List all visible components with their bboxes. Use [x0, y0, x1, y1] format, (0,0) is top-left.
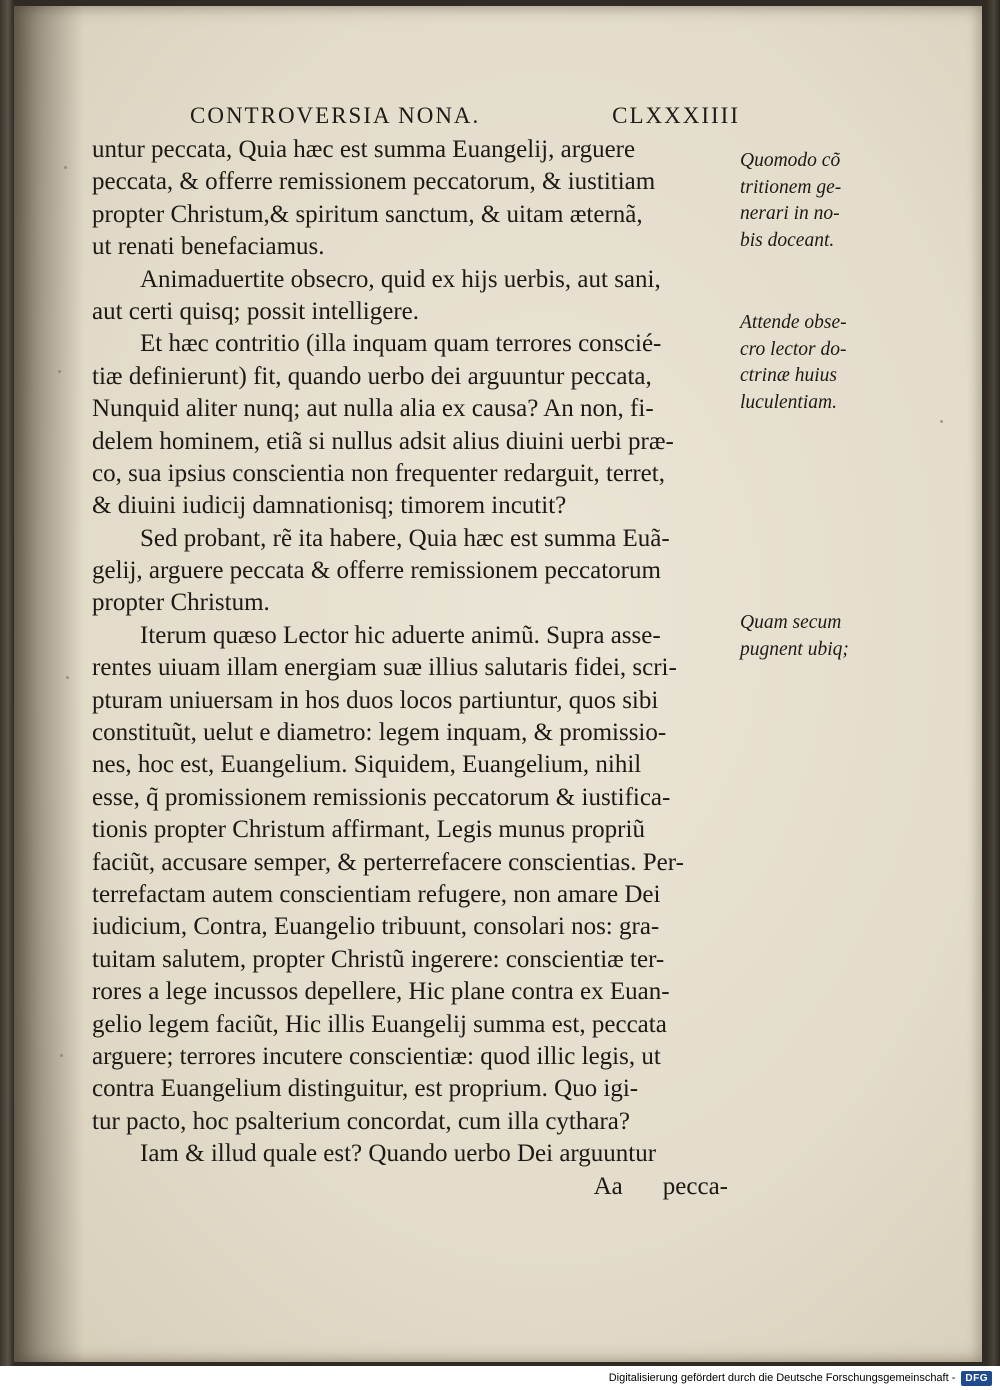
- paper-speck: [64, 166, 67, 169]
- gutter-shadow: [14, 6, 84, 1362]
- text-line: rentes uiuam illam energiam suæ illius salutaris fidei, scri-: [92, 654, 677, 682]
- text-line: nes, hoc est, Euangelium. Siquidem, Euangelium, nihil: [92, 751, 642, 779]
- paper-speck: [58, 370, 61, 373]
- marginal-note-line: Quomodo cõ: [740, 150, 841, 171]
- text-line: pturam uniuersam in hos duos locos partiuntur, quos sibi: [92, 686, 659, 714]
- text-line: tuitam salutem, propter Christũ ingerere: conscientiæ ter-: [92, 945, 665, 973]
- marginal-note-line: nerari in no-: [740, 203, 840, 224]
- text-line: co, sua ipsius conscientia non frequenter redarguit, terret,: [92, 459, 665, 487]
- digitization-credit-bar: [0, 1366, 1000, 1390]
- marginal-note-line: bis doceant.: [740, 229, 835, 251]
- text-line: contra Euangelium distinguitur, est proprium. Quo igi-: [92, 1075, 639, 1103]
- text-line: iudicium, Contra, Euangelio tribuunt, consolari nos: gra-: [92, 913, 660, 941]
- text-line: aut certi quisq; possit intelligere.: [92, 297, 420, 325]
- text-line: untur peccata, Quia hæc est summa Euangelij, arguere: [92, 136, 636, 163]
- text-line: Nunquid aliter nunq; aut nulla alia ex causa? An non, fi-: [92, 395, 654, 423]
- text-line: Iam & illud quale est? Quando uerbo Dei arguuntur: [140, 1140, 657, 1168]
- text-line: tiæ definierunt) fit, quando uerbo dei arguuntur peccata,: [92, 362, 652, 390]
- text-line: tionis propter Christum affirmant, Legis munus propriũ: [92, 816, 645, 844]
- marginal-note-3: [740, 610, 880, 663]
- text-line: arguere; terrores incutere conscientiæ: quod illic legis, ut: [92, 1042, 661, 1070]
- catchword-line: [92, 1171, 742, 1203]
- text-line: propter Christum,& spiritum sanctum, & uitam æternã,: [92, 200, 643, 228]
- paper-speck: [60, 1054, 63, 1057]
- marginal-note-line: cro lector do-: [740, 338, 847, 360]
- signature-mark: Aa: [593, 1172, 623, 1200]
- text-line: terrefactam autem conscientiam refugere, non amare Dei: [92, 880, 661, 908]
- dfg-logo: DFG: [961, 1371, 992, 1386]
- marginal-note-line: Attende obse-: [740, 312, 847, 333]
- text-line: tur pacto, hoc psalterium concordat, cum illa cythara?: [92, 1107, 630, 1135]
- text-line: delem hominem, etiã si nullus adsit alius diuini uerbi præ-: [92, 427, 674, 455]
- running-head: [190, 103, 740, 129]
- text-line: Et hæc contritio (illa inquam quam terrores conscié-: [140, 330, 662, 358]
- text-line: Iterum quæso Lector hic aduerte animũ. Supra asse-: [140, 621, 661, 649]
- text-line: Animaduertite obsecro, quid ex hijs uerbis, aut sani,: [140, 265, 661, 293]
- marginal-note-line: tritionem ge-: [740, 176, 842, 198]
- running-title: CONTROVERSIA NONA.: [190, 103, 481, 128]
- marginal-note-line: luculentiam.: [740, 391, 837, 413]
- text-line: peccata, & offerre remissionem peccatorum, & iustitiam: [92, 168, 656, 196]
- marginal-note-line: Quam secum: [740, 612, 842, 633]
- marginal-note-line: ctrinæ huius: [740, 365, 837, 386]
- text-line: faciũt, accusare semper, & perterrefacere conscientias. Per-: [92, 848, 684, 876]
- marginal-note-1: [740, 148, 880, 254]
- text-line: gelio legem faciũt, Hic illis Euangelij summa est, peccata: [92, 1010, 667, 1038]
- text-line: esse, q̃ promissionem remissionis peccatorum & iustifica-: [92, 783, 671, 811]
- folio-number: CLXXXIIII: [612, 103, 740, 128]
- text-line: Sed probant, rẽ ita habere, Quia hæc est summa Euã-: [140, 524, 670, 552]
- catchword: pecca-: [662, 1172, 728, 1200]
- main-text-block: [92, 134, 742, 1203]
- credit-text: Digitalisierung gefördert durch die Deutsche Forschungsgemeinschaft -: [608, 1372, 956, 1384]
- marginal-note-line: pugnent ubiq;: [740, 638, 849, 660]
- paper-speck: [940, 420, 943, 423]
- text-line: & diuini iudicij damnationisq; timorem incutit?: [92, 492, 567, 520]
- marginal-note-2: [740, 310, 880, 416]
- text-line: ut renati benefaciamus.: [92, 233, 325, 261]
- text-line: rores a lege incussos depellere, Hic plane contra ex Euan-: [92, 978, 670, 1006]
- text-line: gelij, arguere peccata & offerre remissionem peccatorum: [92, 557, 661, 585]
- text-line: constituũt, uelut e diametro: legem inquam, & promissio-: [92, 719, 667, 747]
- text-line: propter Christum.: [92, 589, 270, 617]
- paper-speck: [66, 676, 69, 679]
